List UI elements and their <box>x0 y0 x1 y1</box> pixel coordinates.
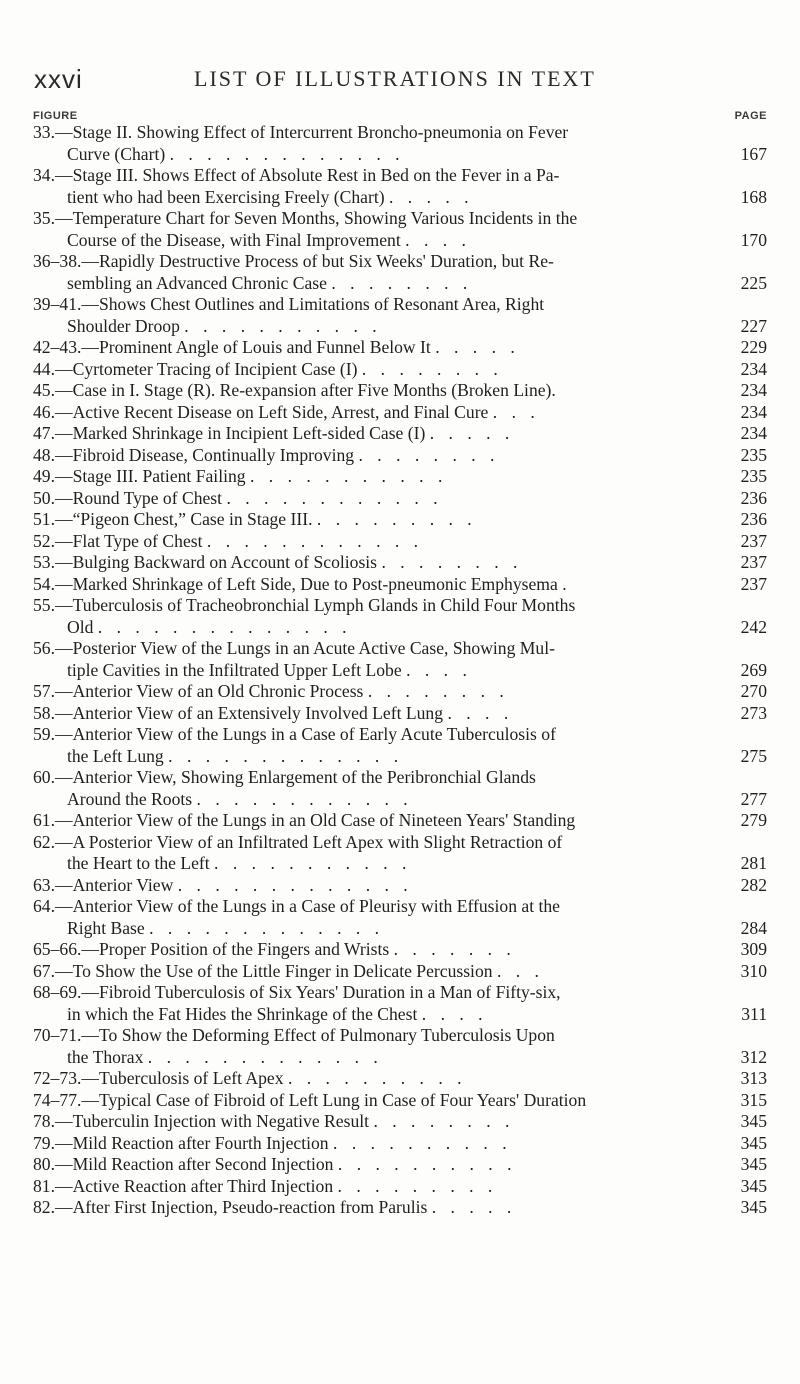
dot-leader: . . . . <box>406 659 472 680</box>
list-item <box>33 466 767 488</box>
caption-text: the Thorax <box>67 1046 144 1067</box>
caption-text: 67.—To Show the Use of the Little Finger in Delicate Percussion <box>33 960 493 981</box>
dot-leader: . . . . . . . . <box>331 272 473 293</box>
dot-leader: . . . . . . . . <box>361 358 503 379</box>
caption-text: 78.—Tuberculin Injection with Negative Result <box>33 1111 370 1131</box>
entry-page-number: 345 <box>740 1154 767 1174</box>
dot-leader: . . . . . . . . . . . <box>184 315 382 336</box>
dot-leader: . . . . . . . <box>393 939 516 959</box>
entry-caption <box>33 767 711 789</box>
entry-caption <box>33 1176 711 1198</box>
list-item <box>33 423 767 445</box>
dot-leader: . . . . . . . . . . <box>333 1132 512 1153</box>
dot-leader: . . . . <box>421 1003 488 1024</box>
entry-caption <box>33 1133 711 1155</box>
caption-text: 48.—Fibroid Disease, Continually Improving <box>33 444 355 465</box>
caption-text: 57.—Anterior View of an Old Chronic Process <box>33 681 364 701</box>
entry-page-number: 345 <box>740 1111 767 1131</box>
list-item <box>33 359 767 381</box>
entry-caption <box>33 466 711 488</box>
entry-page-number: 236 <box>740 509 767 529</box>
dot-leader: . . . . . . . . . . . . . <box>177 874 413 895</box>
list-item <box>33 961 767 983</box>
dot-leader: . . . . . <box>388 186 474 207</box>
entry-page-number: 284 <box>740 917 767 938</box>
list-item <box>33 165 767 208</box>
entry-caption <box>33 380 711 402</box>
list-item <box>33 488 767 510</box>
entry-page-number: 168 <box>740 186 767 207</box>
caption-text: Old <box>67 616 94 637</box>
caption-text: 63.—Anterior View <box>33 874 174 895</box>
dot-leader: . . . <box>492 401 540 422</box>
entry-page-number: 237 <box>740 573 767 594</box>
list-item <box>33 402 767 424</box>
list-item <box>33 681 767 703</box>
entry-caption-continuation <box>33 746 711 768</box>
entry-page-number: 281 <box>740 853 767 873</box>
dot-leader: . . . . . <box>431 1197 517 1217</box>
entry-caption <box>33 165 711 187</box>
entry-caption <box>33 1090 711 1112</box>
entry-caption <box>33 832 711 854</box>
caption-text: 39–41.—Shows Chest Outlines and Limitations of Resonant Area, Right <box>33 294 545 314</box>
entry-caption <box>33 1111 711 1133</box>
list-item <box>33 509 767 531</box>
dot-leader: . . . . . . . . . . . . . <box>149 917 385 938</box>
entry-page-number: 234 <box>740 401 767 422</box>
list-item <box>33 380 767 402</box>
caption-text: 46.—Active Recent Disease on Left Side, Arrest, and Final Cure <box>33 401 489 422</box>
caption-text: 42–43.—Prominent Angle of Louis and Funnel Below It <box>33 337 431 357</box>
caption-text: the Left Lung <box>67 745 164 766</box>
entry-caption <box>33 445 711 467</box>
caption-text: 82.—After First Injection, Pseudo-reaction from Parulis <box>33 1197 428 1217</box>
dot-leader: . . . . . . . . . . . . <box>206 530 424 551</box>
entry-page-number: 237 <box>740 530 767 551</box>
caption-text: Shoulder Droop <box>67 315 180 336</box>
entry-caption <box>33 982 711 1004</box>
entry-page-number: 234 <box>740 380 767 400</box>
entry-caption-continuation <box>33 853 711 875</box>
caption-text: Right Base <box>67 917 145 938</box>
caption-text: tient who had been Exercising Freely (Chart) <box>67 186 385 207</box>
running-head <box>34 64 766 94</box>
caption-text: 55.—Tuberculosis of Tracheobronchial Lymph Glands in Child Four Months <box>33 595 576 615</box>
figure-column-heading: FIGURE <box>33 110 78 122</box>
caption-text: 33.—Stage II. Showing Effect of Intercurrent Broncho-pneumonia on Fever <box>33 122 569 142</box>
entry-caption-continuation <box>33 617 711 639</box>
list-item <box>33 1154 767 1176</box>
dot-leader: . . . . . . . . . . . . . <box>169 143 405 164</box>
caption-text: 74–77.—Typical Case of Fibroid of Left Lung in Case of Four Years' Duration <box>33 1089 587 1110</box>
list-item <box>33 810 767 832</box>
dot-leader: . . . . . . . . . . . <box>214 853 412 873</box>
caption-text: Around the Roots <box>67 788 193 809</box>
entry-caption <box>33 251 711 273</box>
entry-caption-continuation <box>33 187 711 209</box>
entry-page-number: 311 <box>741 1003 767 1024</box>
dot-leader: . . . . . . . . . . . . . <box>168 745 404 766</box>
dot-leader: . . . . <box>405 229 471 250</box>
entry-page-number: 312 <box>740 1046 767 1067</box>
entry-caption <box>33 724 711 746</box>
caption-text: 81.—Active Reaction after Third Injection <box>33 1175 334 1196</box>
entry-page-number: 234 <box>740 423 767 443</box>
caption-text: 65–66.—Proper Position of the Fingers and Wrists <box>33 939 390 959</box>
list-item <box>33 724 767 767</box>
dot-leader: . . . . . . . . . . <box>287 1068 467 1088</box>
entry-page-number: 167 <box>740 143 767 164</box>
list-item <box>33 875 767 897</box>
entry-page-number: 237 <box>740 552 767 572</box>
entry-page-number: 269 <box>740 659 767 680</box>
caption-text: in which the Fat Hides the Shrinkage of the Chest <box>67 1003 418 1024</box>
caption-text: 44.—Cyrtometer Tracing of Incipient Case (I) <box>33 358 358 379</box>
caption-text: 64.—Anterior View of the Lungs in a Case of Pleurisy with Effusion at the <box>33 896 560 916</box>
dot-leader: . . . . <box>447 702 514 723</box>
entry-caption-continuation <box>33 273 711 295</box>
entry-page-number: 270 <box>740 681 767 701</box>
caption-text: 52.—Flat Type of Chest <box>33 530 203 551</box>
caption-text: Curve (Chart) <box>67 143 166 164</box>
list-item <box>33 122 767 165</box>
list-item <box>33 337 767 359</box>
entry-page-number: 277 <box>740 788 767 809</box>
caption-text: 68–69.—Fibroid Tuberculosis of Six Years' Duration in a Man of Fifty-six, <box>33 982 561 1002</box>
entry-page-number: 273 <box>740 702 767 723</box>
list-item <box>33 896 767 939</box>
list-item <box>33 574 767 596</box>
list-item <box>33 208 767 251</box>
entry-caption <box>33 402 711 424</box>
list-item <box>33 1068 767 1090</box>
page-title: LIST OF ILLUSTRATIONS IN TEXT <box>194 66 596 91</box>
dot-leader: . . . . . . . . <box>367 681 509 701</box>
list-item <box>33 1133 767 1155</box>
entry-page-number: 170 <box>740 229 767 250</box>
entry-caption-continuation <box>33 1047 711 1069</box>
list-item <box>33 595 767 638</box>
entry-page-number: 345 <box>740 1175 767 1196</box>
entry-caption <box>33 1197 711 1219</box>
caption-text: 53.—Bulging Backward on Account of Scoliosis <box>33 552 378 572</box>
entry-page-number: 315 <box>740 1089 767 1110</box>
entry-page-number: 242 <box>740 616 767 637</box>
entry-caption <box>33 122 711 144</box>
entry-caption-continuation <box>33 316 711 338</box>
caption-text: 58.—Anterior View of an Extensively Involved Left Lung <box>33 702 444 723</box>
entry-caption <box>33 681 711 703</box>
entry-page-number: 229 <box>740 337 767 357</box>
dot-leader: . . . . . . . . . . . . <box>226 487 443 508</box>
entry-caption <box>33 574 711 596</box>
caption-text: 49.—Stage III. Patient Failing <box>33 466 246 486</box>
caption-text: 54.—Marked Shrinkage of Left Side, Due to Post-pneumonic Emphysema <box>33 573 558 594</box>
caption-text: the Heart to the Left <box>67 853 210 873</box>
entry-caption <box>33 509 711 531</box>
dot-leader: . . . . . . . . . . . . . <box>147 1046 383 1067</box>
list-item <box>33 251 767 294</box>
entry-caption <box>33 961 711 983</box>
list-item <box>33 294 767 337</box>
caption-text: sembling an Advanced Chronic Case <box>67 272 327 293</box>
caption-text: 56.—Posterior View of the Lungs in an Acute Active Case, Showing Mul- <box>33 638 555 658</box>
entry-caption-continuation <box>33 230 711 252</box>
entry-page-number: 345 <box>740 1132 767 1153</box>
caption-text: 59.—Anterior View of the Lungs in a Case of Early Acute Tuberculosis of <box>33 724 556 744</box>
entry-caption <box>33 595 711 617</box>
illustrations-list <box>33 122 767 1219</box>
entry-page-number: 310 <box>740 960 767 981</box>
entry-caption-continuation <box>33 789 711 811</box>
caption-text: 51.—“Pigeon Chest,” Case in Stage III. <box>33 509 313 529</box>
caption-text: 34.—Stage III. Shows Effect of Absolute Rest in Bed on the Fever in a Pa- <box>33 165 560 185</box>
caption-text: 72–73.—Tuberculosis of Left Apex <box>33 1068 284 1088</box>
caption-text: 61.—Anterior View of the Lungs in an Old Case of Nineteen Years' Standing <box>33 810 576 830</box>
entry-caption <box>33 208 711 230</box>
entry-page-number: 309 <box>740 939 767 959</box>
entry-caption <box>33 703 711 725</box>
caption-text: 70–71.—To Show the Deforming Effect of Pulmonary Tuberculosis Upon <box>33 1025 555 1045</box>
entry-page-number: 225 <box>740 272 767 293</box>
caption-text: 62.—A Posterior View of an Infiltrated Left Apex with Slight Retraction of <box>33 831 563 852</box>
dot-leader: . . . . . <box>429 423 515 443</box>
caption-text: 60.—Anterior View, Showing Enlargement of the Peribronchial Glands <box>33 767 536 787</box>
dot-leader: . . . . . . . . . <box>337 1175 498 1196</box>
page-column-heading: PAGE <box>734 110 767 122</box>
entry-page-number: 275 <box>740 745 767 766</box>
caption-text: 36–38.—Rapidly Destructive Process of but Six Weeks' Duration, but Re- <box>33 251 554 271</box>
entry-caption <box>33 531 711 553</box>
entry-caption-continuation <box>33 918 711 940</box>
entry-page-number: 345 <box>740 1197 767 1217</box>
caption-text: 45.—Case in I. Stage (R). Re-expansion after Five Months (Broken Line). <box>33 380 556 400</box>
entry-caption <box>33 359 711 381</box>
dot-leader: . . . . . <box>435 337 520 357</box>
caption-text: 50.—Round Type of Chest <box>33 487 223 508</box>
entry-caption <box>33 294 711 316</box>
caption-text: 47.—Marked Shrinkage in Incipient Left-sided Case (I) <box>33 423 426 443</box>
entry-caption <box>33 1154 711 1176</box>
caption-text: 35.—Temperature Chart for Seven Months, Showing Various Incidents in the <box>33 208 578 228</box>
entry-page-number: 282 <box>740 874 767 895</box>
dot-leader: . . . . . . . . <box>381 552 523 572</box>
caption-text: 80.—Mild Reaction after Second Injection <box>33 1154 334 1174</box>
list-item <box>33 767 767 810</box>
entry-page-number: 235 <box>740 444 767 465</box>
list-item <box>33 445 767 467</box>
caption-text: 79.—Mild Reaction after Fourth Injection <box>33 1132 329 1153</box>
dot-leader: . . . . . . . . . . . <box>249 466 448 486</box>
dot-leader: . . . . . . . . . . . . . . <box>97 616 352 637</box>
entry-caption-continuation <box>33 144 711 166</box>
entry-caption <box>33 638 711 660</box>
dot-leader: . . . . . . . . . <box>316 509 477 529</box>
entry-page-number: 227 <box>740 315 767 336</box>
list-item <box>33 638 767 681</box>
entry-caption-continuation <box>33 1004 711 1026</box>
entry-page-number: 236 <box>740 487 767 508</box>
entry-page-number: 313 <box>740 1068 767 1088</box>
caption-text: Course of the Disease, with Final Improvement <box>67 229 401 250</box>
list-item <box>33 982 767 1025</box>
entry-caption <box>33 1068 711 1090</box>
caption-text: tiple Cavities in the Infiltrated Upper Left Lobe <box>67 659 402 680</box>
dot-leader: . . . . . . . . <box>358 444 500 465</box>
list-item <box>33 552 767 574</box>
dot-leader: . . . . . . . . . . <box>337 1154 517 1174</box>
list-item <box>33 1197 767 1219</box>
entry-caption <box>33 337 711 359</box>
page-number: xxvi <box>34 64 83 94</box>
entry-caption <box>33 488 711 510</box>
dot-leader: . . . . . . . . . . . . <box>196 788 413 809</box>
entry-caption-continuation <box>33 660 711 682</box>
list-item <box>33 703 767 725</box>
entry-caption <box>33 552 711 574</box>
dot-leader: . . . . . . . . <box>373 1111 515 1131</box>
entry-caption <box>33 423 711 445</box>
dot-leader: . <box>562 573 572 594</box>
list-item <box>33 1176 767 1198</box>
entry-caption <box>33 896 711 918</box>
entry-caption <box>33 1025 711 1047</box>
list-item <box>33 832 767 875</box>
entry-caption <box>33 810 711 832</box>
entry-caption <box>33 939 711 961</box>
entry-caption <box>33 875 711 897</box>
list-item <box>33 1090 767 1112</box>
entry-page-number: 279 <box>740 810 767 830</box>
list-item <box>33 1025 767 1068</box>
list-item <box>33 939 767 961</box>
entry-page-number: 235 <box>740 466 767 486</box>
entry-page-number: 234 <box>740 358 767 379</box>
dot-leader: . . . <box>496 960 544 981</box>
list-item <box>33 1111 767 1133</box>
list-item <box>33 531 767 553</box>
